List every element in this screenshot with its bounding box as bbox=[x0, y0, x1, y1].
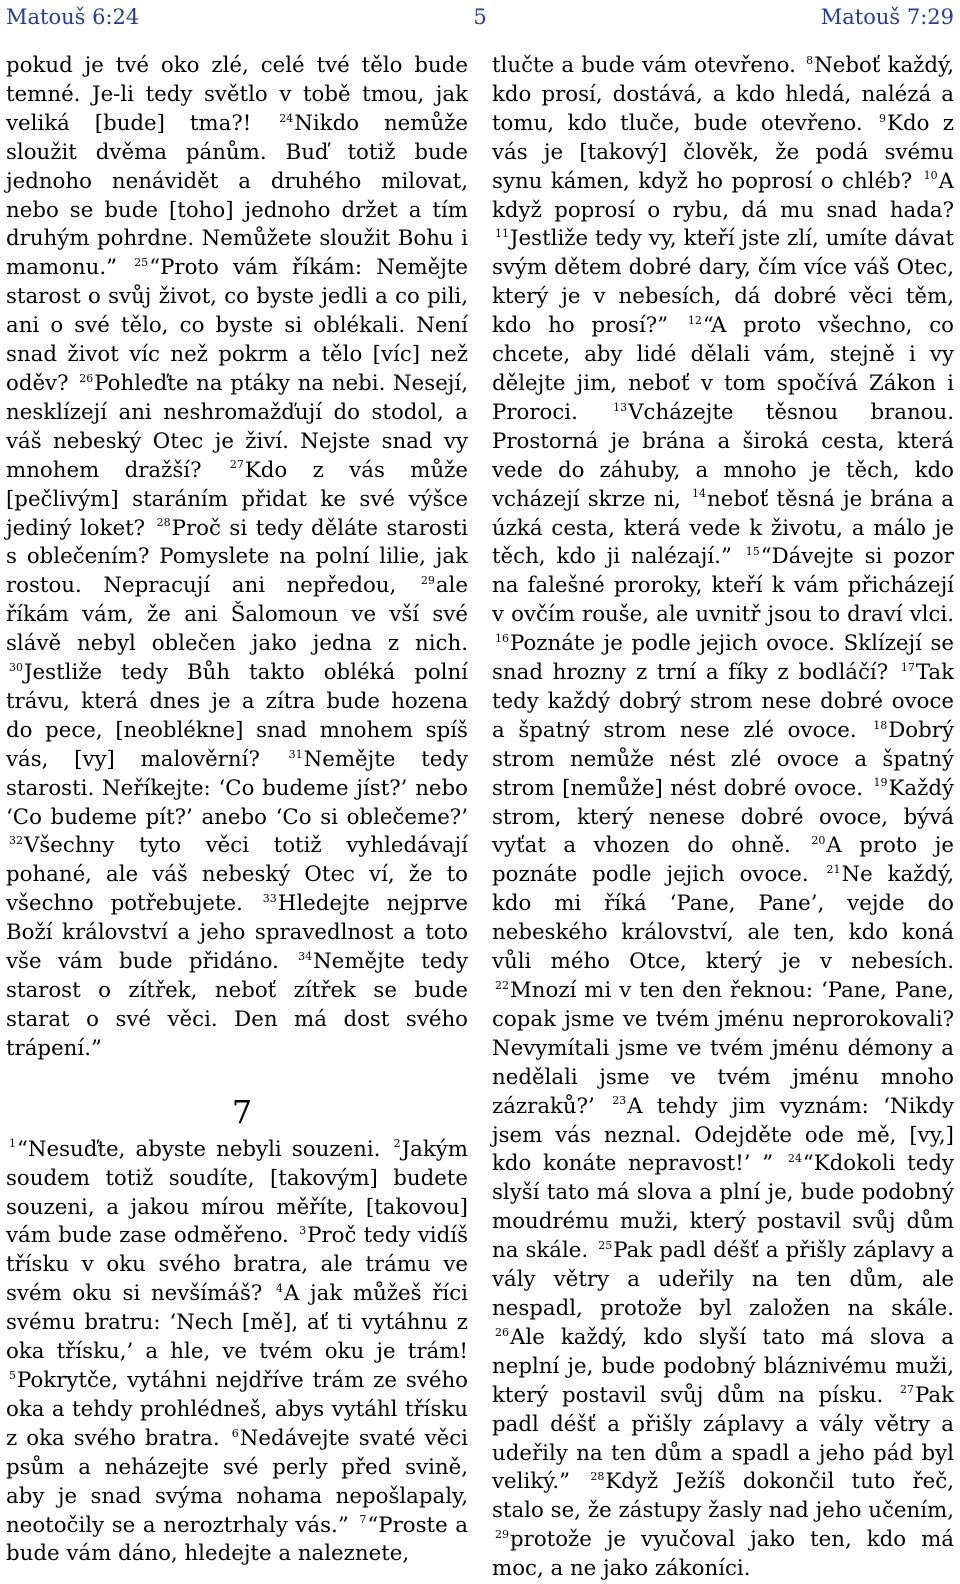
verse-text: Mnozí mi v ten den řeknou: ‘Pane, Pane, copak jsme ve tvém jménu neprorokovali? Nevymítali jsme ve tvém jménu démony a nedělali jsme ve tvém jménu mnoho zázraků?’ bbox=[492, 978, 954, 1119]
verse-number: 26 bbox=[495, 1325, 509, 1339]
verse-number: 2 bbox=[393, 1137, 401, 1151]
verse-number: 25 bbox=[598, 1238, 613, 1252]
verse-text: Každý strom, který nenese dobré ovoce, bývá vyťat a vhozen do ohně. bbox=[492, 775, 954, 859]
verse-number: 24 bbox=[279, 111, 294, 125]
verse-text: Kdo z vás může [pečlivým] staráním přidat ke své výšce jediný loket? bbox=[6, 457, 468, 541]
verse-text: Všechny tyto věci totiž vyhledávají pohané, ale váš nebeský Otec ví, že to všechno potřebujete. bbox=[6, 833, 468, 917]
verse-text: Nemějte tedy starosti. Neříkejte: ‘Co budeme jíst?’ nebo ‘Co budeme pít?’ anebo ‘Co si oblečeme?’ bbox=[6, 746, 468, 830]
page-header bbox=[0, 0, 960, 34]
verse-text: Proč si tedy děláte starosti s oblečením? Pomyslete na polní lilie, jak rostou. Nepracují ani nepředou, bbox=[6, 515, 468, 599]
verse-number: 16 bbox=[495, 631, 509, 645]
verse-number: 4 bbox=[275, 1282, 283, 1295]
verse-number: 27 bbox=[900, 1383, 915, 1397]
verse-text: Nikdo nemůže sloužit dvěma pánům. Buď totiž bude jednoho nenávidět a druhého milovat, nebo se bude [toho] jednoho držet a tím druhým pohrdne. Nemůžete sloužit Bohu i mamonu.” bbox=[6, 110, 469, 281]
verse-number: 34 bbox=[298, 949, 313, 963]
intro-text: pokud je tvé oko zlé, celé tvé tělo bude temné. Je-li tedy světlo v tobě tmou, jak veliká [bude] tma?! bbox=[6, 53, 468, 136]
verse-text: Hledejte nejprve Boží království a jeho spravedlnost a toto vše vám bude přidáno. bbox=[6, 891, 468, 975]
verse-text: Když Ježíš dokončil tuto řeč, stalo se, že zástupy žasly nad jeho učením, bbox=[492, 1469, 954, 1524]
verse-number: 28 bbox=[156, 516, 171, 530]
left-column bbox=[6, 52, 468, 1569]
verse-number: 18 bbox=[873, 718, 888, 732]
chapter-7-text bbox=[6, 1136, 468, 1570]
verse-text: Nemějte tedy starost o zítřek, neboť zítřek se bude starat o své věci. Den má dost svého trápení.” bbox=[6, 949, 468, 1061]
verse-number: 14 bbox=[692, 487, 706, 501]
verse-text: “Kdokoli tedy slyší tato má slova a plní je, bude podobný moudrému muži, který postavil svůj dům na skále. bbox=[492, 1151, 954, 1264]
verse-number: 11 bbox=[495, 227, 509, 241]
verse-text: Nedávejte svaté věci psům a neházejte své perly před svině, aby je snad svýma nohama nepošlapaly, neotočily se a neroztrhaly vás.” bbox=[6, 1425, 468, 1538]
verse-number: 8 bbox=[806, 53, 814, 67]
verse-number: 10 bbox=[923, 169, 938, 183]
verse-number: 20 bbox=[811, 834, 826, 848]
verse-text: Poznáte je podle jejich ovoce. Sklízejí se snad hrozny z trní a fíky z bodláčí? bbox=[492, 631, 954, 686]
verse-number: 9 bbox=[879, 111, 887, 125]
verse-number: 6 bbox=[231, 1426, 239, 1440]
chapter-heading: 7 bbox=[231, 1092, 253, 1131]
verse-number: 29 bbox=[495, 1527, 509, 1541]
verse-number: 32 bbox=[9, 834, 23, 848]
header-left-reference: Matouš 6:24 bbox=[6, 5, 140, 29]
verse-number: 33 bbox=[262, 892, 277, 906]
verse-text: neboť těsná je brána a úzká cesta, která vede k životu, a málo je těch, kdo ji nalézají.” bbox=[492, 486, 954, 570]
verse-text: Pak padl déšť a přišly záplavy a vály větry a udeřily na ten dům a spadl a jeho pád byl veliký.” bbox=[492, 1382, 954, 1495]
verse-number: 17 bbox=[900, 660, 915, 674]
verse-text: “Proste a bude vám dáno, hledejte a naleznete, bbox=[6, 1512, 468, 1567]
verse-text: Ne každý, kdo mi říká ‘Pane, Pane’, vejde do nebeského království, ale ten, kdo koná vůli mého Otce, který je v nebesích. bbox=[492, 862, 954, 975]
verse-text: “Dávejte si pozor na falešné proroky, kteří k vám přicházejí v ovčím rouše, ale uvnitř jsou to draví vlci. bbox=[492, 544, 954, 628]
header-right-reference: Matouš 7:29 bbox=[820, 5, 954, 29]
verse-number: 12 bbox=[687, 313, 702, 327]
right-column bbox=[492, 52, 954, 1584]
verse-text: Vcházejte těsnou branou. Prostorná je brána a široká cesta, která vede do záhuby, a mnoho je těch, kdo vcházejí skrze ni, bbox=[492, 399, 954, 512]
verse-number: 5 bbox=[9, 1368, 16, 1382]
verse-number: 19 bbox=[873, 776, 888, 790]
verse-text: ale říkám vám, že ani Šalomoun ve vší své slávě nebyl oblečen jako jedna z nich. bbox=[6, 573, 468, 657]
verse-number: 27 bbox=[229, 458, 244, 472]
verse-text: Pokrytče, vytáhni nejdříve trám ze svého oka a tehdy prohlédneš, abys vytáhl třísku z oka svého bratra. bbox=[6, 1367, 468, 1451]
verse-text: “A proto všechno, co chcete, aby lidé dělali vám, stejně i vy dělejte jim, neboť v tom spočívá Zákon i Proroci. bbox=[492, 313, 954, 425]
verse-text: protože je vyučoval jako ten, kdo má moc, a ne jako zákoníci. bbox=[492, 1527, 954, 1582]
verse-text: Neboť každý, kdo prosí, dostává, a kdo hledá, nalézá a tomu, kdo tluče, bude otevřeno. bbox=[492, 53, 954, 136]
verse-number: 25 bbox=[134, 256, 149, 270]
verse-number: 21 bbox=[826, 863, 841, 877]
verse-text: Pohleďte na ptáky na nebi. Nesejí, nesklízejí ani neshromažďují do stodol, a váš nebeský Otec je živí. Nejste snad vy mnohem dražší? bbox=[6, 370, 468, 483]
verse-number: 30 bbox=[9, 660, 23, 674]
verse-number: 13 bbox=[613, 400, 628, 414]
verse-text: A proto je poznáte podle jejich ovoce. bbox=[492, 833, 954, 888]
verse-number: 29 bbox=[420, 574, 435, 588]
verse-number: 3 bbox=[299, 1224, 307, 1238]
verse-text: Ale každý, kdo slyší tato má slova a neplní je, bude podobný bláznivému muži, který postavil svůj dům na písku. bbox=[492, 1324, 954, 1408]
verse-number: 31 bbox=[288, 747, 303, 761]
verse-text: Dobrý strom nemůže nést zlé ovoce a špatný strom [nemůže] nést dobré ovoce. bbox=[492, 717, 954, 801]
verse-text: Jakým soudem totiž soudíte, [takovým] budete souzeni, a jakou mírou měříte, [takovou] vám bude zase odměřeno. bbox=[6, 1136, 468, 1249]
verse-text: A když poprosí o rybu, dá mu snad hada? bbox=[492, 168, 954, 223]
verse-number: 22 bbox=[495, 978, 509, 992]
verse-text: “Nesuďte, abyste nebyli souzeni. bbox=[17, 1136, 381, 1162]
verse-number: 1 bbox=[9, 1137, 16, 1151]
verse-text: Pak padl déšť a přišly záplavy a vály větry a udeřily na ten dům, ale nespadl, protože byl založen na skále. bbox=[492, 1238, 954, 1321]
chapter-6-text bbox=[6, 52, 468, 1064]
verse-number: 7 bbox=[359, 1513, 367, 1527]
verse-text: A jak můžeš říci svému bratru: ‘Nech [mě], ať ti vytáhnu z oka třísku,’ a hle, ve tvém oku je trám! bbox=[6, 1281, 468, 1365]
verse-number: 28 bbox=[590, 1470, 605, 1484]
verse-number: 15 bbox=[745, 545, 760, 559]
verse-text: Jestliže tedy vy, kteří jste zlí, umíte dávat svým dětem dobré dary, čím více váš Otec, který je v nebesích, dá dobré věci těm, kdo ho prosí?” bbox=[492, 226, 954, 339]
verse-text: Proč tedy vidíš třísku v oku svého bratra, ale trámu ve svém oku si nevšímáš? bbox=[6, 1223, 468, 1307]
intro-text: tlučte a bude vám otevřeno. bbox=[492, 53, 796, 78]
page-number: 5 bbox=[473, 5, 487, 29]
verse-text: Jestliže tedy Bůh takto obléká polní trávu, která dnes je a zítra bude hozena do pece, [neoblékne] snad mnohem spíš vás, [vy] malověrní? bbox=[6, 660, 468, 772]
verse-number: 24 bbox=[787, 1152, 802, 1166]
verse-number: 26 bbox=[79, 371, 94, 385]
verse-number: 23 bbox=[612, 1094, 627, 1108]
verse-text: “Proto vám říkám: Nemějte starost o svůj život, co byste jedli a co pili, ani o své tělo, co byste si oblékali. Není snad život víc než pokrm a tělo [víc] než oděv? bbox=[6, 255, 468, 396]
verse-text: Tak tedy každý dobrý strom nese dobré ovoce a špatný strom nese zlé ovoce. bbox=[492, 660, 954, 743]
verse-text: Kdo z vás je [takový] člověk, že podá svému synu kámen, když ho poprosí o chléb? bbox=[492, 110, 954, 194]
verse-text: A tehdy jim vyznám: ‘Nikdy jsem vás neznal. Odejděte ode mě, [vy,] kdo konáte nepravost!’ ” bbox=[492, 1093, 954, 1177]
chapter-7-continued-text bbox=[492, 52, 954, 1584]
